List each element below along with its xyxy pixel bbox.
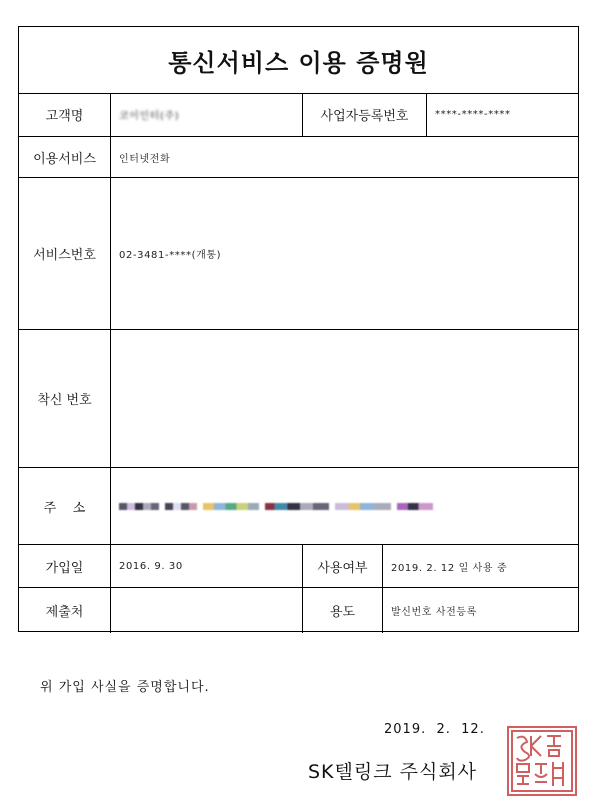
purpose-label: 용도 [303,588,383,633]
submit-to-label: 제출처 [19,588,111,633]
callee-number-label: 착신 번호 [19,330,111,467]
customer-label: 고객명 [19,93,111,136]
join-date-value: 2016. 9. 30 [111,545,303,587]
submit-row [19,588,578,633]
purpose-value: 발신번호 사전등록 [391,607,477,618]
bizno-value: ****-****-**** [435,109,511,120]
join-date-row [19,545,578,588]
service-value: 인터넷전화 [119,153,171,165]
service-number-value: 02-3481-****(개통) [119,250,222,261]
address-row [19,468,578,545]
address-value-redacted [111,468,578,544]
service-number-label: 서비스번호 [19,178,111,329]
document-title: 통신서비스 이용 증명원 [19,27,578,94]
company-seal-icon [507,726,577,796]
company-name: SK텔링크 주식회사 [308,761,478,783]
customer-name-redacted: 코이인터(주) [119,111,180,122]
issue-date: 2019. 2. 12. [384,722,485,737]
join-date-label: 가입일 [19,545,111,587]
callee-number-row [19,330,578,468]
service-label: 이용서비스 [19,137,111,177]
address-redaction-blocks [119,503,433,510]
customer-row [19,93,578,137]
submit-to-value [111,588,303,633]
address-label: 주 소 [19,468,111,544]
service-row [19,137,578,178]
customer-value [111,93,303,136]
usage-value: 2019. 2. 12 일 사용 중 [391,562,508,574]
callee-number-value [111,330,578,467]
usage-label: 사용여부 [303,545,383,587]
service-number-row [19,178,578,330]
bizno-label: 사업자등록번호 [303,93,427,136]
certification-statement: 위 가입 사실을 증명합니다. [40,680,210,695]
certificate-table [18,26,579,632]
